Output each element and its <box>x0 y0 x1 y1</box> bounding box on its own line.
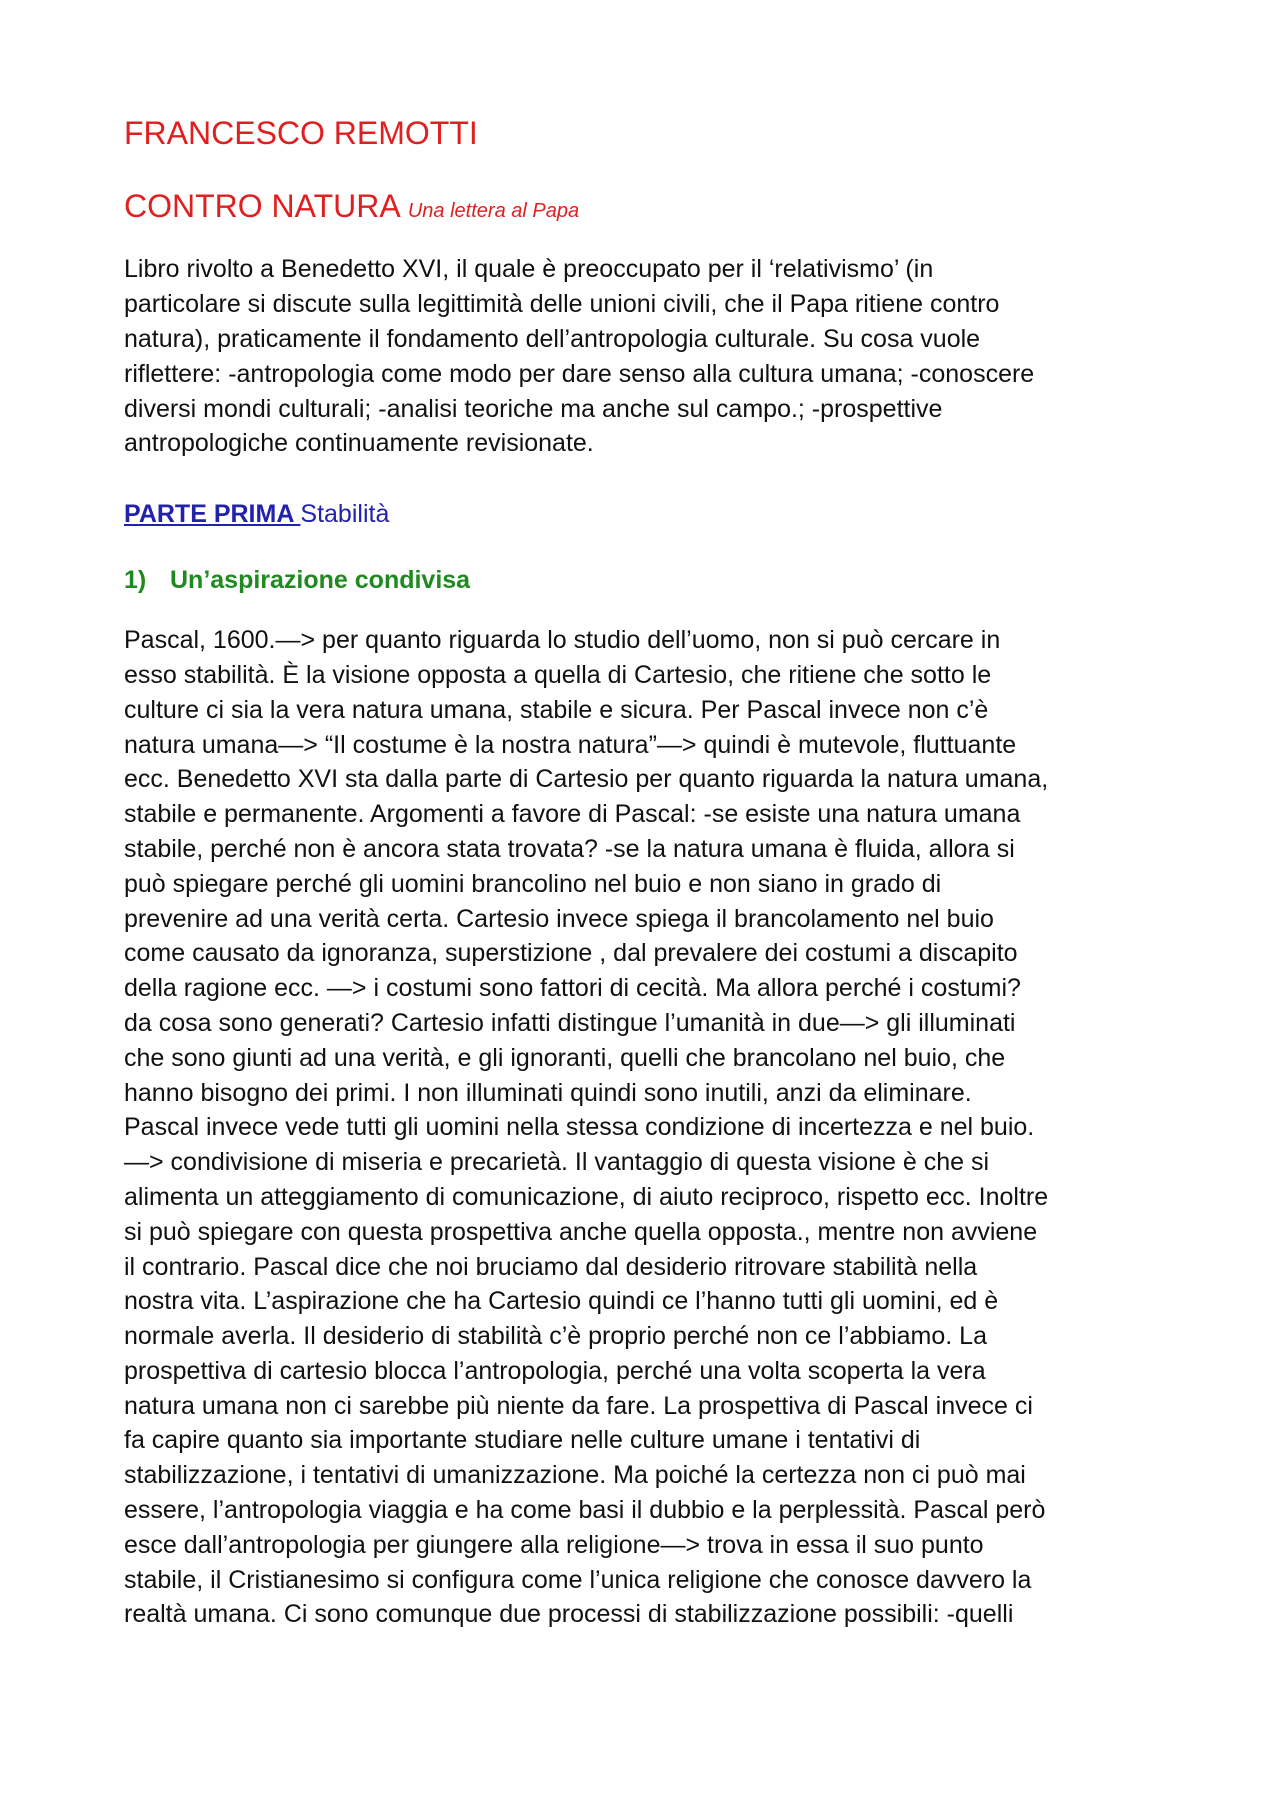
part-heading <box>124 499 1164 529</box>
text-line: esso stabilità. È la visione opposta a quella di Cartesio, che ritiene che sotto le <box>124 660 992 689</box>
chapter-number: 1) <box>124 566 147 595</box>
text-line: normale averla. Il desiderio di stabilità c’è proprio perché non ce l’abbiamo. La <box>124 1322 987 1351</box>
text-line: può spiegare perché gli uomini brancolino nel buio e non siano in grado di <box>124 869 942 898</box>
text-line: ecc. Benedetto XVI sta dalla parte di Cartesio per quanto riguarda la natura umana, <box>124 765 1049 794</box>
text-line: stabile, il Cristianesimo si configura come l’unica religione che conosce davvero la <box>124 1565 1032 1594</box>
intro-paragraph <box>124 252 1164 461</box>
text-line: stabile e permanente. Argomenti a favore di Pascal: -se esiste una natura umana <box>124 800 1021 829</box>
text-line: natura umana non ci sarebbe più niente da fare. La prospettiva di Pascal invece ci <box>124 1391 1033 1420</box>
text-line: stabile, perché non è ancora stata trovata? -se la natura umana è fluida, allora si <box>124 834 1015 863</box>
part-label: PARTE PRIMA <box>124 500 301 529</box>
text-line: che sono giunti ad una verità, e gli ignoranti, quelli che brancolano nel buio, che <box>124 1043 1006 1072</box>
text-line: stabilizzazione, i tentativi di umanizzazione. Ma poiché la certezza non ci può mai <box>124 1461 1026 1490</box>
text-line: da cosa sono generati? Cartesio infatti distingue l’umanità in due—> gli illuminati <box>124 1008 1016 1037</box>
text-line: Pascal, 1600.—> per quanto riguarda lo studio dell’uomo, non si può cercare in <box>124 626 1001 655</box>
text-line: —> condivisione di miseria e precarietà. Il vantaggio di questa visione è che si <box>124 1148 990 1177</box>
text-line: si può spiegare con questa prospettiva anche quella opposta., mentre non avviene <box>124 1217 1038 1246</box>
text-line: realtà umana. Ci sono comunque due processi di stabilizzazione possibili: -quelli <box>124 1600 1014 1629</box>
text-line: natura), praticamente il fondamento dell’antropologia culturale. Su cosa vuole <box>124 324 981 353</box>
part-name: Stabilità <box>300 500 390 529</box>
text-line: prevenire ad una verità certa. Cartesio invece spiega il brancolamento nel buio <box>124 904 994 933</box>
book-title <box>124 189 1164 224</box>
text-line: culture ci sia la vera natura umana, stabile e sicura. Per Pascal invece non c’è <box>124 695 989 724</box>
text-line: esce dall’antropologia per giungere alla religione—> trova in essa il suo punto <box>124 1530 984 1559</box>
text-line: natura umana—> “Il costume è la nostra natura”—> quindi è mutevole, fluttuante <box>124 730 1017 759</box>
text-line: particolare si discute sulla legittimità delle unioni civili, che il Papa ritiene contro <box>124 290 1000 319</box>
text-line: il contrario. Pascal dice che noi bruciamo dal desiderio ritrovare stabilità nella <box>124 1252 978 1281</box>
text-line: fa capire quanto sia importante studiare nelle culture umane i tentativi di <box>124 1426 921 1455</box>
chapter-title: Un’aspirazione condivisa <box>170 566 471 595</box>
text-line: diversi mondi culturali; -analisi teoriche ma anche sul campo.; -prospettive <box>124 394 943 423</box>
text-line: Libro rivolto a Benedetto XVI, il quale è preoccupato per il ‘relativismo’ (in <box>124 255 934 284</box>
document-page <box>124 116 1164 1632</box>
text-line: antropologiche continuamente revisionate. <box>124 429 594 458</box>
text-line: della ragione ecc. —> i costumi sono fattori di cecità. Ma allora perché i costumi? <box>124 974 1021 1003</box>
text-line: riflettere: -antropologia come modo per dare senso alla cultura umana; -conoscere <box>124 359 1035 388</box>
text-line: Pascal invece vede tutti gli uomini nella stessa condizione di incertezza e nel buio. <box>124 1113 1035 1142</box>
body-paragraph <box>124 623 1164 1632</box>
text-line: essere, l’antropologia viaggia e ha come basi il dubbio e la perplessità. Pascal però <box>124 1496 1046 1525</box>
author-heading: FRANCESCO REMOTTI <box>124 115 478 151</box>
text-line: alimenta un atteggiamento di comunicazione, di aiuto reciproco, rispetto ecc. Inoltre <box>124 1182 1049 1211</box>
text-line: prospettiva di cartesio blocca l’antropologia, perché una volta scoperta la vera <box>124 1356 986 1385</box>
chapter-heading <box>124 565 1164 595</box>
text-line: hanno bisogno dei primi. I non illuminati quindi sono inutili, anzi da eliminare. <box>124 1078 972 1107</box>
book-subtitle: Una lettera al Papa <box>407 200 580 223</box>
book-title-main: CONTRO NATURA <box>124 188 399 225</box>
text-line: nostra vita. L’aspirazione che ha Cartesio quindi ce l’hanno tutti gli uomini, ed è <box>124 1287 999 1316</box>
text-line: come causato da ignoranza, superstizione , dal prevalere dei costumi a discapito <box>124 939 1018 968</box>
